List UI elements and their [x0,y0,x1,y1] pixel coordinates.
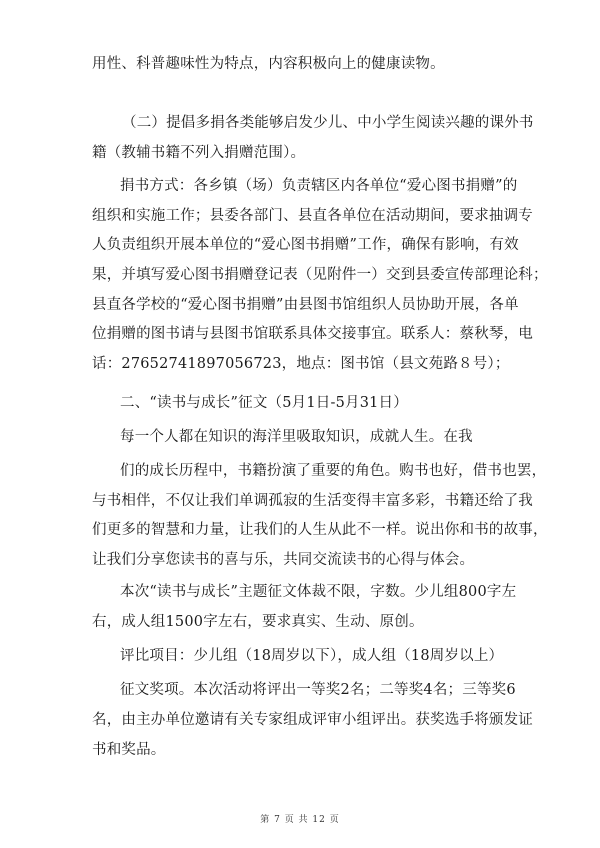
body-line: 果，并填写爱心图书捐赠登记表（见附件一）交到县委宣传部理论科； [92,267,548,283]
body-line: 位捐赠的图书请与县图书馆联系具体交接事宜。联系人：蔡秋琴，电 [92,326,533,342]
body-line: 让我们分享您读书的喜与乐，共同交流读书的心得与体会。 [92,552,475,568]
body-line: 组织和实施工作；县委各部门、县直各单位在活动期间，要求抽调专 [92,208,533,224]
body-line: 本次“读书与成长”主题征文体裁不限，字数。少儿组800字左 [120,584,517,600]
body-line: 与书相伴，不仅让我们单调孤寂的生活变得丰富多彩，书籍还给了我 [92,493,533,509]
body-line: （二）提倡多捐各类能够启发少儿、中小学生阅读兴趣的课外书 [122,115,534,131]
body-line: 籍（教辅书籍不列入捐赠范围）。 [92,145,306,161]
section-heading: 二、“读书与成长”征文（5月1日-5月31日） [120,395,408,411]
body-line: 评比项目：少儿组（18周岁以下），成人组（18周岁以上） [120,648,504,664]
body-line: 人负责组织开展本单位的“爱心图书捐赠”工作，确保有影响，有效 [92,237,519,253]
body-line: 名，由主办单位邀请有关专家组成评审小组评出。获奖选手将颁发证 [92,712,533,728]
body-line: 县直各学校的“爱心图书捐赠”由县图书馆组织人员协助开展，各单 [92,297,519,313]
body-line: 捐书方式：各乡镇（场）负责辖区内各单位“爱心图书捐赠”的 [120,178,518,194]
body-line: 征文奖项。本次活动将评出一等奖2名；二等奖4名；三等奖6 [120,682,516,698]
body-line: 每一个人都在知识的海洋里吸取知识，成就人生。在我 [120,429,473,445]
body-line: 右，成人组1500字左右，要求真实、生动、原创。 [92,614,424,630]
body-line: 用性、科普趣味性为特点，内容积极向上的健康读物。 [92,56,445,72]
body-line: 话：27652741897056723，地点：图书馆（县文苑路８号）； [92,356,510,372]
page-number: 第 7 页 共 12 页 [260,815,340,825]
body-line: 们的成长历程中，书籍扮演了重要的角色。购书也好，借书也罢， [120,463,547,479]
body-line: 书和奖品。 [92,742,166,758]
body-line: 们更多的智慧和力量，让我们的人生从此不一样。说出你和书的故事， [92,522,548,538]
